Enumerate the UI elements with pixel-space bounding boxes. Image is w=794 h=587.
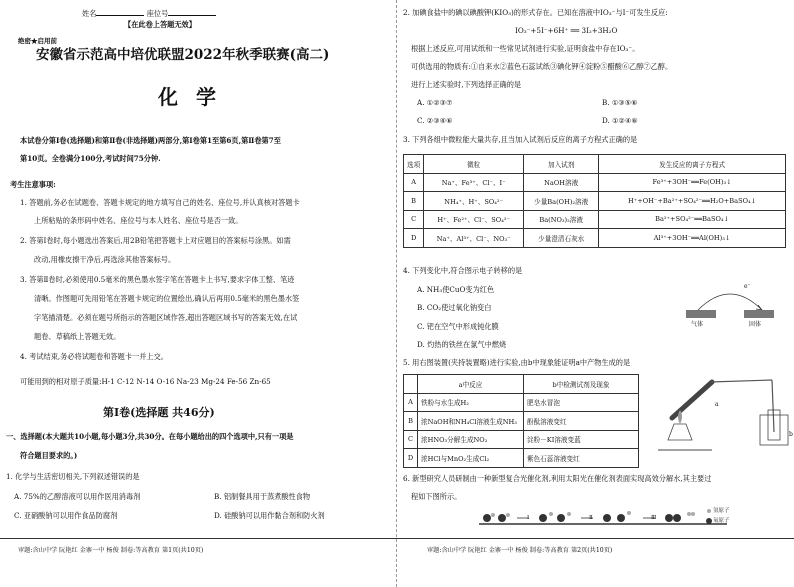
q1-option-c: C. 亚硝酸钠可以用作食品防腐剂	[14, 511, 118, 520]
table-header-cell: 微粒	[424, 155, 524, 174]
table-cell: 浓HCl与MnO₂生成Cl₂	[418, 449, 524, 468]
table-cell: 少量Ba(OH)₂溶液	[524, 192, 599, 211]
note-line: 1. 答题前,务必在试题卷、答题卡规定的地方填写自己的姓名、座位号,并认真核对答题卡	[20, 198, 300, 207]
electron-arrow-icon	[698, 294, 762, 310]
q2-option-c: C. ②③④⑥	[417, 116, 453, 125]
secret-mark: 绝密★启用前	[18, 37, 57, 45]
table-cell: D	[404, 449, 418, 468]
note-line: 清晰。作图题可先用铅笔在答题卡规定的位置绘出,确认后再用0.5毫米的黑色墨水签	[34, 294, 300, 303]
seat-label: 座位号	[146, 9, 169, 18]
q1-option-b: B. 铝制餐具用于蒸煮酸性食物	[214, 492, 311, 501]
q6-line-2: 程如下图所示。	[411, 492, 462, 501]
seat-blank	[168, 8, 216, 16]
q3-table	[403, 154, 786, 248]
table-cell: H⁺、Fe²⁺、Cl⁻、SO₄²⁻	[424, 210, 524, 229]
table-cell: NH₄⁺、H⁺、SO₄²⁻	[424, 192, 524, 211]
table-cell: Ba(NO₃)₂溶液	[524, 210, 599, 229]
q1-stem: 1. 化学与生活密切相关,下列叙述错误的是	[6, 472, 140, 481]
note-line: 4. 考试结束,务必将试题卷和答题卡一并上交。	[20, 352, 168, 361]
footer-text: 审题:含山中学 阮艳红 金寨一中 杨俊 制卷:等高教育 第2页(共10页)	[427, 547, 613, 554]
legend-h-icon	[707, 509, 711, 513]
legend-h-label: 氢原子	[713, 508, 730, 514]
q2-equation: IO₃⁻+5I⁻+6H⁺ ══ 3I₂+3H₂O	[515, 26, 618, 35]
table-cell: 紫色石蕊溶液变红	[524, 449, 639, 468]
table-cell: B	[404, 412, 418, 431]
name-label: 姓名	[82, 9, 97, 18]
stage-label: Ⅱ	[589, 515, 593, 521]
electron-label: e⁻	[744, 283, 751, 290]
table-cell: A	[404, 173, 424, 192]
notes-title: 考生注意事项:	[10, 180, 56, 189]
table-cell: H⁺+OH⁻+Ba²⁺+SO₄²⁻══H₂O+BaSO₄↓	[599, 192, 786, 211]
table-cell: C	[404, 430, 418, 449]
table-row	[404, 430, 639, 449]
name-blank	[96, 8, 144, 16]
section-title: 第Ⅰ卷(选择题 共46分)	[103, 406, 215, 419]
invalid-note: 【在此卷上答题无效】	[124, 20, 196, 29]
note-line: 2. 答第Ⅰ卷时,每小题选出答案后,用2B铅笔把答题卡上对应题目的答案标号涂黑。如需	[20, 236, 291, 245]
table-cell: 铁粉与水生成H₂	[418, 393, 524, 412]
q2-line-4: 可供选用的物质有:①自来水②蓝色石蕊试纸③碘化钾④淀粉⑤醋酸⑥乙醇⑦乙醇。	[411, 62, 673, 71]
table-cell: A	[404, 393, 418, 412]
delivery-tube	[710, 380, 772, 382]
table-row	[404, 192, 786, 211]
q2-option-a: A. ①②③⑦	[417, 98, 453, 107]
table-cell: NaOH溶液	[524, 173, 599, 192]
intro-line-1: 本试卷分第Ⅰ卷(选择题)和第Ⅱ卷(非选择题)两部分,第Ⅰ卷第1至第6页,第Ⅱ卷第7至	[20, 136, 281, 145]
q2-line-3: 根据上述反应,可用试纸和一些常见试剂进行实验,证明食盐中存在IO₃⁻。	[411, 44, 640, 53]
name-field	[82, 8, 216, 18]
q4-option-d: D. 灼热的铁丝在氯气中燃烧	[417, 340, 507, 349]
q6-line-1: 6. 新型研究人员研制由一种新型复合光催化剂,利用太阳光在催化剂表面实现高效分解水,其主要过	[403, 474, 712, 483]
note-line: 字笔描清楚。必须在题号所指示的答题区域作答,超出答题区域书写的答案无效,在试	[34, 313, 298, 322]
table-cell: 浓HNO₃分解生成NO₂	[418, 430, 524, 449]
part1-intro-2: 符合题目要求的。)	[20, 451, 78, 460]
stage-label: Ⅰ	[527, 515, 530, 521]
table-header-row	[404, 155, 786, 174]
q4-option-c: C. 钯在空气中形成钝化膜	[417, 322, 499, 331]
q1-option-a: A. 75%的乙醇溶液可以用作医用消毒剂	[14, 492, 141, 501]
gas-label: 气体	[691, 321, 704, 328]
table-cell: Fe³⁺+3OH⁻══Fe(OH)₃↓	[599, 173, 786, 192]
q4-option-a: A. NH₃使CuO变为红色	[417, 285, 495, 294]
table-cell: 酚酞溶液变红	[524, 412, 639, 431]
table-row	[404, 449, 639, 468]
table-row	[404, 173, 786, 192]
page-2	[397, 0, 794, 587]
intro-line-2: 第10页。全卷满分100分,考试时间75分钟.	[20, 154, 161, 163]
table-cell: Al³⁺+3OH⁻══Al(OH)₃↓	[599, 229, 786, 248]
table-row	[404, 412, 639, 431]
footer-rule	[0, 538, 397, 539]
oxygen-atom-icon	[483, 514, 491, 522]
atomic-masses: 可能用到的相对原子质量:H-1 C-12 N-14 O-16 Na-23 Mg-24 Fe-56 Zn-65	[20, 377, 271, 386]
q2-option-b: B. ①③⑤⑥	[602, 98, 638, 107]
solid-label: 固体	[749, 321, 762, 328]
table-cell: B	[404, 192, 424, 211]
footer-text: 审题:含山中学 阮艳红 金寨一中 杨俊 制卷:等高教育 第1页(共10页)	[18, 547, 204, 554]
table-cell: C	[404, 210, 424, 229]
stage-label: Ⅲ	[651, 515, 657, 521]
label-a: a	[715, 401, 719, 408]
table-header-cell: 发生反应的离子方程式	[599, 155, 786, 174]
q2-line-5: 进行上述实验时,下列选择正确的是	[411, 80, 522, 89]
note-line: 题卷、草稿纸上答题无效。	[34, 332, 121, 341]
table-cell: 淀粉－KI溶液变蓝	[524, 430, 639, 449]
table-cell: 少量澄清石灰水	[524, 229, 599, 248]
burner-icon	[668, 424, 692, 440]
q2-line-1: 2. 加碘食盐中的碘以碘酸钾(KIO₃)的形式存在。已知在溶液中IO₃⁻与I⁻可发生反应:	[403, 8, 668, 17]
part1-intro-1: 一、选择题(本大题共10小题,每小题3分,共30分。在每小题给出的四个选项中,只有一项是	[6, 432, 294, 441]
q4-option-b: B. CO₂使过氧化钠变白	[417, 303, 492, 312]
legend-o-icon	[706, 518, 712, 524]
gas-block	[686, 310, 716, 318]
table-header-cell: b中检测试剂及现象	[524, 375, 639, 394]
apparatus-figure	[652, 370, 792, 465]
table-cell: 浓NaOH和NH₄Cl溶液生成NH₃	[418, 412, 524, 431]
solid-block	[744, 310, 774, 318]
q1-option-d: D. 硅酸钠可以用作黏合剂和防火剂	[214, 511, 325, 520]
table-header-cell: 选项	[404, 155, 424, 174]
table-header-cell: a中反应	[418, 375, 524, 394]
q5-table	[403, 374, 639, 468]
table-cell: Na⁺、Fe³⁺、Cl⁻、I⁻	[424, 173, 524, 192]
table-row	[404, 210, 786, 229]
table-cell: D	[404, 229, 424, 248]
footer-rule	[397, 538, 794, 539]
note-line: 3. 答第Ⅱ卷时,必须使用0.5毫米的黑色墨水签字笔在答题卡上书写,要求字体工整、笔迹	[20, 275, 295, 284]
label-b: b	[789, 431, 793, 438]
table-cell: 肥皂水冒泡	[524, 393, 639, 412]
table-header-cell	[404, 375, 418, 394]
reaction-tube	[672, 382, 712, 418]
table-header-cell: 加入试剂	[524, 155, 599, 174]
q5-stem: 5. 用右图装置(夹持装置略)进行实验,由b中现象能证明a中产物生成的是	[403, 358, 631, 367]
hydrogen-atom-icon	[491, 513, 495, 517]
table-row	[404, 229, 786, 248]
table-cell: Na⁺、Al³⁺、Cl⁻、NO₃⁻	[424, 229, 524, 248]
q3-stem: 3. 下列各组中微粒能大量共存,且当加入试剂后反应的离子方程式正确的是	[403, 135, 638, 144]
water-splitting-figure	[477, 506, 747, 530]
subject-title: 化学	[158, 85, 234, 109]
table-cell: Ba²⁺+SO₄²⁻══BaSO₄↓	[599, 210, 786, 229]
q4-stem: 4. 下列变化中,符合图示电子转移的是	[403, 266, 523, 275]
exam-title: 安徽省示范高中培优联盟2022年秋季联赛(高二)	[36, 47, 330, 63]
q2-option-d: D. ①②④⑥	[602, 116, 638, 125]
legend-o-label: 氧原子	[713, 518, 730, 524]
note-line: 改动,用橡皮擦干净后,再选涂其他答案标号。	[34, 255, 176, 264]
table-row	[404, 393, 639, 412]
note-line: 上所粘贴的条形码中姓名、座位号与本人姓名、座位号是否一致。	[34, 216, 243, 225]
table-header-row	[404, 375, 639, 394]
